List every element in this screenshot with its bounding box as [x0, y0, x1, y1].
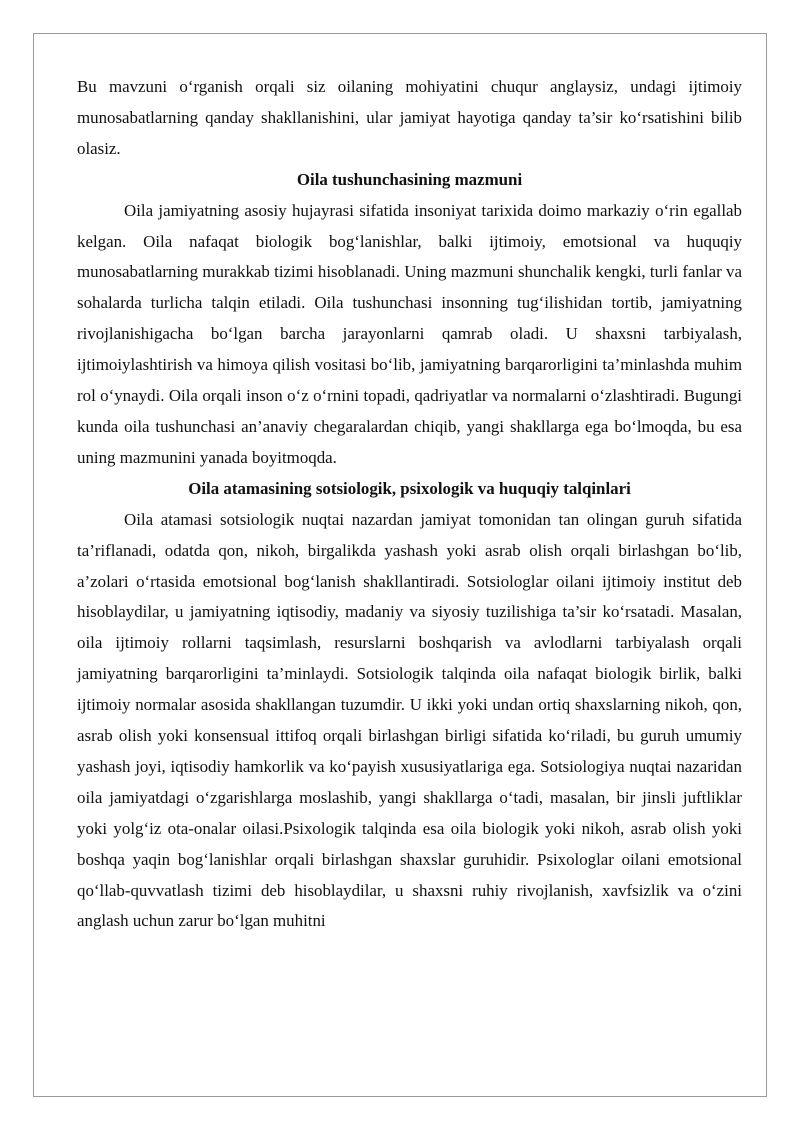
section-heading-oila-tushunchasi: Oila tushunchasining mazmuni [296, 169, 523, 189]
section-heading-talqinlar: Oila atamasining sotsiologik, psixologik va huquqiy talqinlari [188, 478, 631, 498]
intro-paragraph: Bu mavzuni o‘rganish orqali siz oilaning mohiyatini chuqur anglaysiz, undagi ijtimoiy munosabatlarning qanday shakllanishini, ular jamiyat hayotiga qanday ta’sir ko‘rsatishini bilib olasiz. [77, 77, 742, 158]
section-paragraph-oila-tushunchasi: Oila jamiyatning asosiy hujayrasi sifatida insoniyat tarixida doimo markaziy o‘rin egallab kelgan. Oila nafaqat biologik bog‘lanishlar, balki ijtimoiy, emotsional va huquqiy munosabatlarning murakkab tizimi hisoblanadi. Uning mazmuni shunchalik kengki, turli fanlar va sohalarda turlicha talqin etiladi. Oila tushunchasi insonning tug‘ilishidan tortib, jamiyatning rivojlanishigacha bo‘lgan barcha jarayonlarni qamrab oladi. U shaxsni tarbiyalash, ijtimoiylashtirish va himoya qilish vositasi bo‘lib, jamiyatning barqarorligini ta’minlashda muhim rol o‘ynaydi. Oila orqali inson o‘z o‘rnini topadi, qadriyatlar va normalarni o‘zlashtiradi. Bugungi kunda oila tushunchasi an’anaviy chegaralardan chiqib, yangi shakllarga ega bo‘lmoqda, bu esa uning mazmunini yanada boyitmoqda. [77, 200, 742, 467]
section-paragraph-talqinlar: Oila atamasi sotsiologik nuqtai nazardan jamiyat tomonidan tan olingan guruh sifatida ta’riflanadi, odatda qon, nikoh, birgalikda yashash yoki asrab olish orqali birlashgan bo‘lib, a’zolari o‘rtasida emotsional bog‘lanish shakllantiradi. Sotsiologlar oilani ijtimoiy institut deb hisoblaydilar, u jamiyatning iqtisodiy, madaniy va siyosiy tuzilishiga ta’sir ko‘rsatadi. Masalan, oila ijtimoiy rollarni taqsimlash, resurslarni boshqarish va avlodlarni tarbiyalash orqali jamiyatning barqarorligini ta’minlaydi. Sotsiologik talqinda oila nafaqat biologik birlik, balki ijtimoiy normalar asosida shakllangan tuzumdir. U ikki yoki undan ortiq shaxslarning nikoh, qon, asrab olish yoki konsensual ittifoq orqali birlashgan birligi sifatida ko‘riladi, bu guruh umumiy yashash joyi, iqtisodiy hamkorlik va ko‘payish xususiyatlariga ega. Sotsiologiya nuqtai nazaridan oila jamiyatdagi o‘zgarishlarga moslashib, yangi shakllarga o‘tadi, masalan, bir jinsli juftliklar yoki yolg‘iz ota-onalar oilasi.Psixologik talqinda esa oila biologik yoki nikoh, asrab olish yoki boshqa yaqin bog‘lanishlar orqali birlashgan shaxslar guruhidir. Psixologlar oilani emotsional qo‘llab-quvvatlash tizimi deb hisoblaydilar, u shaxsni ruhiy rivojlanish, xavfsizlik va o‘zini anglash uchun zarur bo‘lgan muhitni [77, 509, 742, 931]
document-body [77, 72, 742, 937]
